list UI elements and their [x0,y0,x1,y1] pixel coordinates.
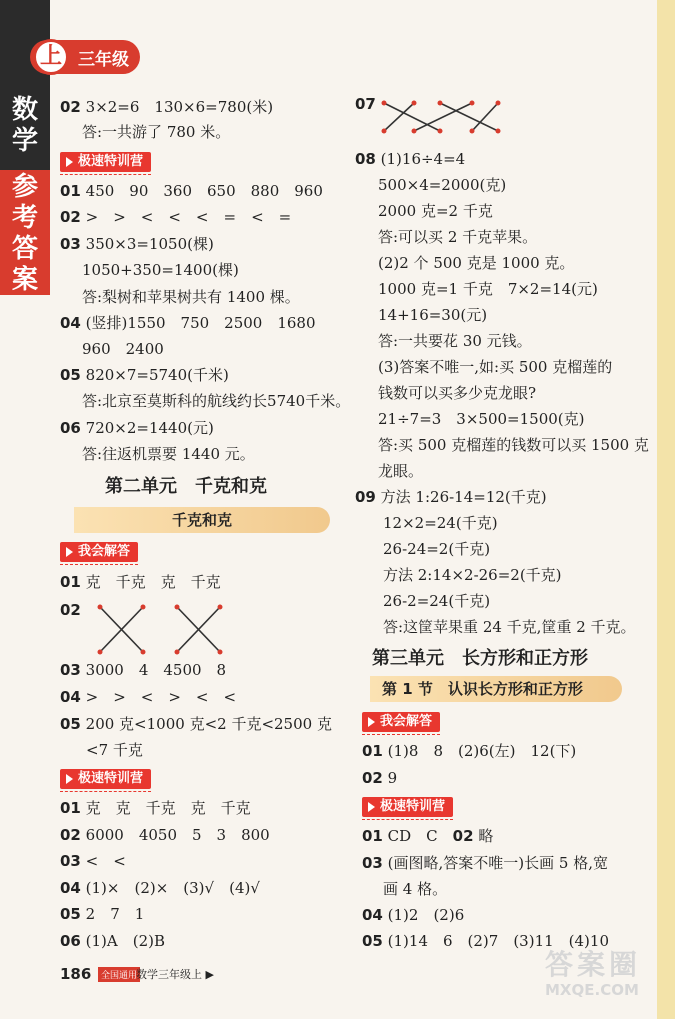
answer-line: 01 克 千克 克 千克 [60,573,221,591]
match-dot [496,129,501,134]
watermark [545,950,665,1010]
answer-line: 01 克 克 千克 克 千克 [60,799,251,817]
answer-line: 03 < < [60,852,126,870]
answer-line: 02 9 [362,769,398,787]
answer-line: 方法 2:14×2-26=2(千克) [383,566,562,584]
answer-line: 钱数可以买多少克龙眼? [378,384,537,402]
match-dot [218,650,223,655]
match-line [414,103,472,131]
section-badge: 极速特训营 [362,797,453,817]
answer-line: 04 (1)× (2)× (3)√ (4)√ [60,879,260,897]
answer-line: 答:这筐苹果重 24 千克,筐重 2 千克。 [383,618,636,636]
match-dot [175,650,180,655]
section-badge: 我会解答 [362,712,440,732]
answer-line: 01 (1)8 8 (2)6(左) 12(下) [362,742,577,760]
answer-line: 答:可以买 2 千克苹果。 [378,228,538,246]
unit-heading: 第二单元 千克和克 [105,476,267,497]
match-dot [412,129,417,134]
answer-line: 04 > > < > < < [60,688,237,706]
answer-line: 03 (画图略,答案不唯一)长画 5 格,宽 [362,854,608,872]
answer-line: 960 2400 [82,340,164,358]
match-line [384,103,440,131]
page-edge-strip [657,0,675,1019]
answer-line: 1000 克=1 千克 7×2=14(元) [378,280,598,298]
match-dot [496,101,501,106]
sidebar-subject-1: 数 [11,95,38,125]
answer-line: 08 (1)16÷4=4 [355,150,466,168]
footer-text: 数学三年级上 ▶ [136,968,214,981]
section-badge: 极速特训营 [60,152,151,172]
answer-line: 02 3×2=6 130×6=780(米) [60,98,274,116]
answer-line: 03 350×3=1050(棵) [60,235,214,253]
answer-line: 答:往返机票要 1440 元。 [82,445,255,463]
answer-line: 09 方法 1:26-14=12(千克) [355,488,547,506]
footer-tag: 全国通用 [98,967,140,982]
match-dot [412,101,417,106]
watermark-logo: 答案圈 [545,948,642,981]
match-dot [382,101,387,106]
grade-label: 三年级 [78,50,129,70]
match-line [472,103,498,131]
answer-line: 02 [60,601,81,619]
answer-line: 01 450 90 360 650 880 960 [60,182,323,200]
answer-line: 龙眼。 [378,462,424,480]
match-dot [98,650,103,655]
match-dot [438,129,443,134]
page-number: 186 [60,965,92,983]
answer-line: 答:梨树和苹果树共有 1400 棵。 [82,288,300,306]
answer-line: (2)2 个 500 克是 1000 克。 [378,254,575,272]
section-band: 千克和克 [74,507,330,533]
match-dot [175,605,180,610]
answer-line: 02 > > < < < = < = [60,208,292,226]
watermark-url: MXQE.COM [545,981,639,999]
answer-line: <7 千克 [86,741,143,759]
match-dot [218,605,223,610]
answer-line: 06 720×2=1440(元) [60,419,214,437]
match-dot [141,650,146,655]
answer-line: (3)答案不唯一,如:买 500 克榴莲的 [378,358,613,376]
answer-line: 26-2=24(千克) [383,592,491,610]
answer-line: 画 4 格。 [383,880,448,898]
match-dot [438,101,443,106]
answer-line: 1050+350=1400(棵) [82,261,239,279]
answer-line: 03 3000 4 4500 8 [60,661,227,679]
sidebar-section-2: 考 [11,203,38,233]
answer-line: 06 (1)A (2)B [60,932,166,950]
sidebar-section-4: 案 [11,265,38,295]
matching-lines-figure [378,97,508,137]
answer-line: 2000 克=2 千克 [378,202,493,220]
answer-line: 04 (竖排)1550 750 2500 1680 [60,314,316,332]
answer-line: 04 (1)2 (2)6 [362,906,465,924]
sidebar-section-1: 参 [11,172,38,202]
answer-line: 05 2 7 1 [60,905,145,923]
section-band: 第 1 节 认识长方形和正方形 [370,676,622,702]
answer-line: 05 820×7=5740(千米) [60,366,229,384]
section-badge: 极速特训营 [60,769,151,789]
matching-lines-figure [95,602,245,658]
section-badge: 我会解答 [60,542,138,562]
sidebar-section-3: 答 [11,234,38,264]
match-dot [470,129,475,134]
answer-line: 05 200 克<1000 克<2 千克<2500 克 [60,715,332,733]
answer-line: 500×4=2000(克) [378,176,507,194]
match-line [440,103,498,131]
answer-line: 21÷7=3 3×500=1500(克) [378,410,585,428]
answer-line: 05 (1)14 6 (2)7 (3)11 (4)10 [362,932,609,950]
match-dot [382,129,387,134]
answer-line: 答:一共游了 780 米。 [82,123,231,141]
answer-line: 02 6000 4050 5 3 800 [60,826,270,844]
match-dot [470,101,475,106]
answer-line: 答:一共要花 30 元钱。 [378,332,532,350]
answer-line: 答:北京至莫斯科的航线约长5740千米。 [82,392,351,410]
answer-line: 答:买 500 克榴莲的钱数可以买 1500 克 [378,436,649,454]
match-dot [141,605,146,610]
answer-line: 07 [355,95,376,113]
match-dot [98,605,103,610]
answer-line: 12×2=24(千克) [383,514,498,532]
grade-badge: 上 [33,39,69,75]
answer-line: 26-24=2(千克) [383,540,491,558]
sidebar-subject-2: 学 [11,126,38,156]
unit-heading: 第三单元 长方形和正方形 [372,648,588,669]
answer-line: 01 CD C 02 略 [362,827,494,845]
match-line [384,103,414,131]
answer-line: 14+16=30(元) [378,306,488,324]
